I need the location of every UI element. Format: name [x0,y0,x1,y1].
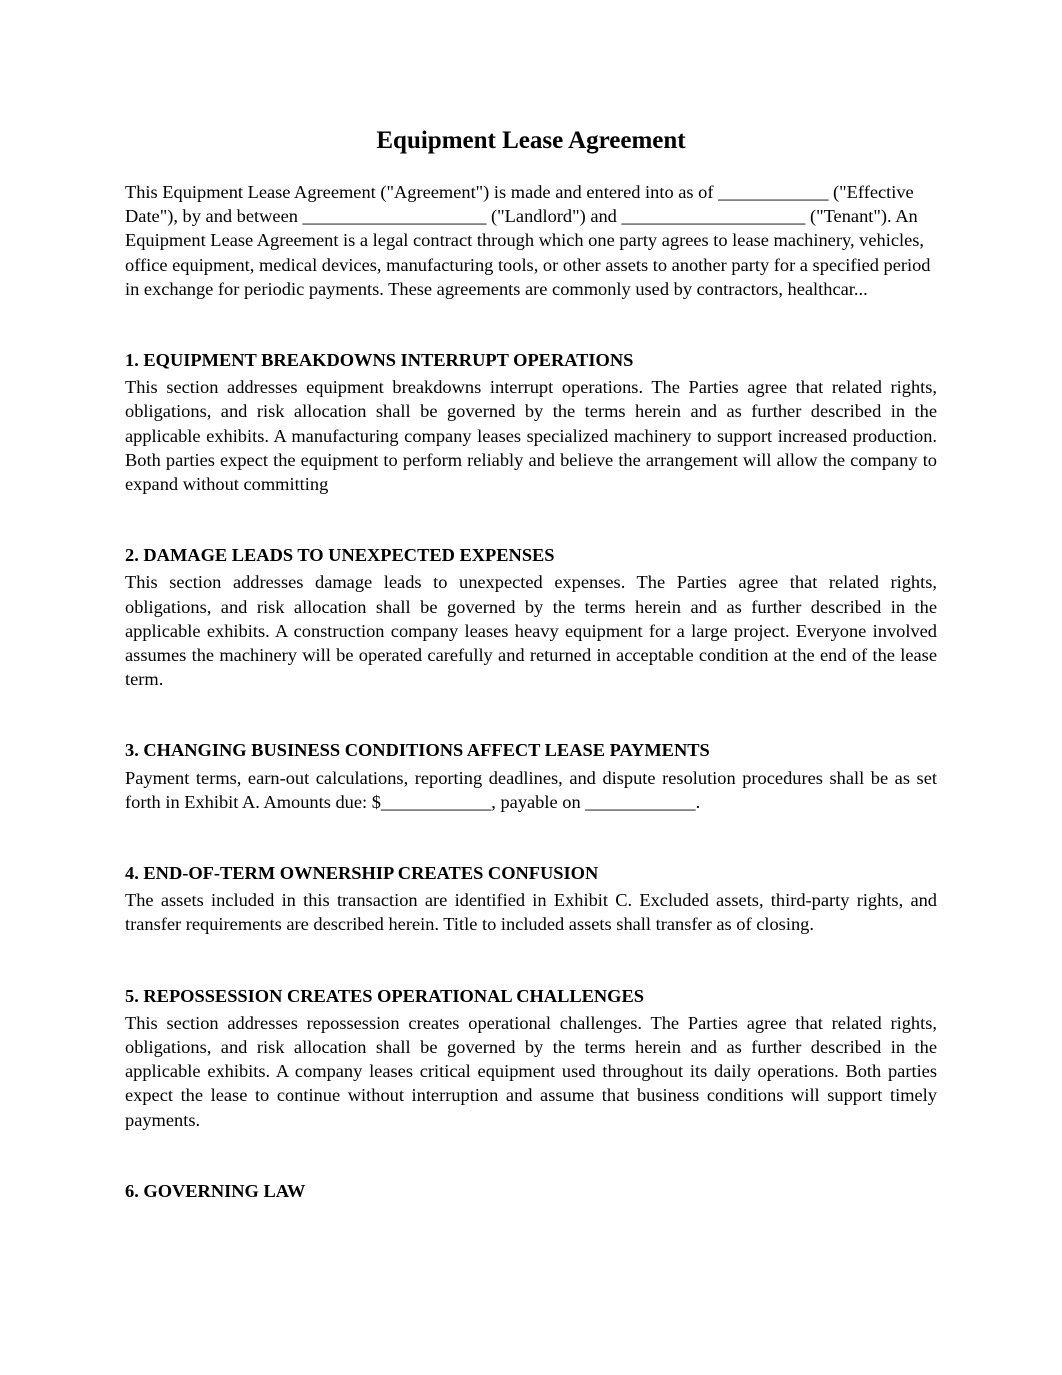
section-end-of-term-ownership [125,861,937,937]
section-body: Payment terms, earn-out calculations, reporting deadlines, and dispute resolution procedures shall be as set forth in Exhibit A. Amounts due: $____________, payable on ____________. [125,767,937,812]
section-damage-expenses [125,543,937,691]
section-heading: 1. EQUIPMENT BREAKDOWNS INTERRUPT OPERATIONS [125,350,634,371]
section-heading: 2. DAMAGE LEADS TO UNEXPECTED EXPENSES [125,545,555,566]
section-heading: 6. GOVERNING LAW [125,1180,306,1201]
section-body: This section addresses damage leads to unexpected expenses. The Parties agree that related rights, obligations, and risk allocation shall be governed by the terms herein and as further described in the applicable exhibits. A construction company leases heavy equipment for a large project. Everyone involved assumes the machinery will be operated carefully and returned in acceptable condition at the end of the lease term. [125,572,937,690]
section-heading: 4. END-OF-TERM OWNERSHIP CREATES CONFUSION [125,863,599,884]
section-body: This section addresses repossession creates operational challenges. The Parties agree that related rights, obligations, and risk allocation shall be governed by the terms herein and as further described in the applicable exhibits. A company leases critical equipment used throughout its daily operations. Both parties expect the lease to continue without interruption and assume that business conditions will support timely payments. [125,1012,937,1130]
intro-paragraph: This Equipment Lease Agreement ("Agreement") is made and entered into as of ____________ ("Effective Date"), by and between ____________________ ("Landlord") and ____________________ ("Tenant"). An Equipment Lease Agreement is a legal contract through which one party agrees to lease machinery, vehicles, office equipment, medical devices, manufacturing tools, or other assets to another party for a specified period in exchange for periodic payments. These agreements are commonly used by contractors, healthcar... [125,182,931,299]
section-heading: 3. CHANGING BUSINESS CONDITIONS AFFECT LEASE PAYMENTS [125,740,710,761]
section-body: This section addresses equipment breakdowns interrupt operations. The Parties agree that related rights, obligations, and risk allocation shall be governed by the terms herein and as further described in the applicable exhibits. A manufacturing company leases specialized machinery to support increased production. Both parties expect the equipment to perform reliably and believe the arrangement will allow the company to expand without committing [125,377,937,495]
section-body: The assets included in this transaction are identified in Exhibit C. Excluded assets, third-party rights, and transfer requirements are described herein. Title to included assets shall transfer as of closing. [125,890,937,935]
section-repossession [125,984,937,1132]
document-content [125,124,937,1206]
document-title: Equipment Lease Agreement [376,127,686,154]
section-governing-law [125,1179,937,1203]
section-equipment-breakdowns [125,348,937,496]
section-lease-payments [125,738,937,814]
section-heading: 5. REPOSSESSION CREATES OPERATIONAL CHALLENGES [125,985,644,1006]
